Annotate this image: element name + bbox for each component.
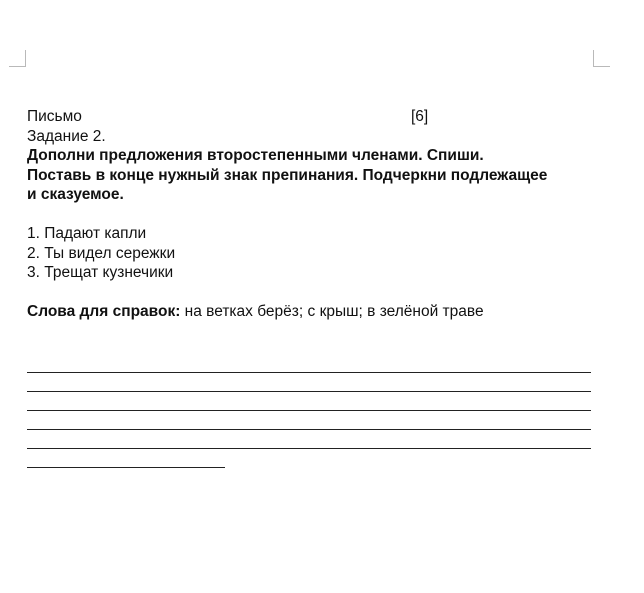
- worksheet: [27, 107, 597, 322]
- answer-line: [27, 373, 591, 393]
- score-marker: [6]: [411, 108, 429, 125]
- answer-line: [27, 449, 225, 469]
- section-header: [27, 107, 597, 127]
- answer-line: [27, 430, 591, 450]
- answer-line: [27, 392, 591, 412]
- sentence-item: 3. Трещат кузнечики: [27, 264, 174, 281]
- answer-area: [27, 354, 591, 468]
- sentence-item: 1. Падают капли: [27, 225, 147, 242]
- instruction-line-1: Дополни предложения второстепенными членами. Спиши.: [27, 147, 484, 164]
- section-title: Письмо: [27, 108, 82, 125]
- sentence-list: [27, 224, 597, 283]
- answer-line: [27, 354, 591, 374]
- sentence-item: 2. Ты видел сережки: [27, 244, 176, 262]
- reference-label: Слова для справок:: [27, 303, 181, 320]
- instruction-line-3: и сказуемое.: [27, 186, 124, 203]
- reference-list: на ветках берёз; с крыш; в зелёной траве: [180, 303, 484, 320]
- reference-words: [27, 302, 597, 322]
- page-corner-mark-top-left: [9, 50, 26, 67]
- page-corner-mark-top-right: [593, 50, 610, 67]
- instruction-line-2: Поставь в конце нужный знак препинания. Подчеркни подлежащее: [27, 166, 548, 184]
- task-number: Задание 2.: [27, 127, 106, 145]
- answer-line: [27, 411, 591, 431]
